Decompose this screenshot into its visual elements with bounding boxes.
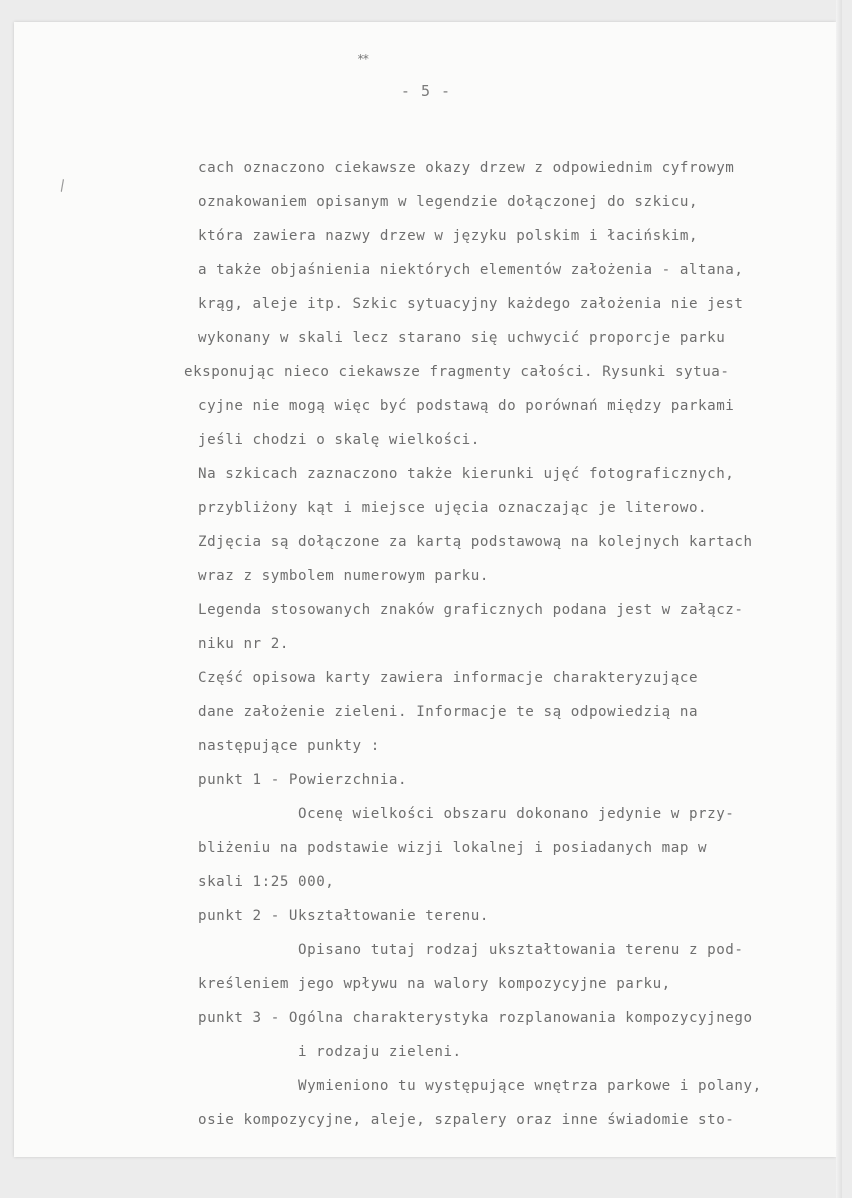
- text-line: cyjne nie mogą więc być podstawą do porównań między parkami: [198, 398, 735, 414]
- margin-mark: \: [54, 177, 71, 195]
- text-line: kreśleniem jego wpływu na walory kompozycyjne parku,: [198, 976, 671, 992]
- text-line: Opisano tutaj rodzaj ukształtowania terenu z pod-: [298, 942, 744, 958]
- page-number: - 5 -: [400, 82, 452, 100]
- section-heading: i rodzaju zieleni.: [298, 1044, 462, 1060]
- text-line: niku nr 2.: [198, 636, 289, 652]
- text-line: skali 1:25 000,: [198, 874, 335, 890]
- text-line: jeśli chodzi o skalę wielkości.: [198, 432, 480, 448]
- text-line: Ocenę wielkości obszaru dokonano jedynie w przy-: [298, 806, 735, 822]
- text-line: następujące punkty :: [198, 738, 380, 754]
- text-line: osie kompozycyjne, aleje, szpalery oraz inne świadomie sto-: [198, 1112, 735, 1128]
- text-line: dane założenie zieleni. Informacje te są odpowiedzią na: [198, 704, 699, 720]
- text-line: cach oznaczono ciekawsze okazy drzew z odpowiednim cyfrowym: [198, 160, 735, 176]
- top-mark: **: [357, 52, 368, 66]
- text-line: bliżeniu na podstawie wizji lokalnej i posiadanych map w: [198, 840, 708, 856]
- text-line: a także objaśnienia niektórych elementów założenia - altana,: [198, 262, 744, 278]
- text-line: Zdjęcia są dołączone za kartą podstawową na kolejnych kartach: [198, 534, 753, 550]
- text-line: Wymieniono tu występujące wnętrza parkowe i polany,: [298, 1078, 762, 1094]
- text-line: Legenda stosowanych znaków graficznych podana jest w załącz-: [198, 602, 744, 618]
- section-heading: punkt 1 - Powierzchnia.: [198, 772, 408, 788]
- text-line: Część opisowa karty zawiera informacje charakteryzujące: [198, 670, 699, 686]
- body-text: [184, 151, 838, 1137]
- text-line: krąg, aleje itp. Szkic sytuacyjny każdego założenia nie jest: [198, 296, 744, 312]
- text-line: eksponując nieco ciekawsze fragmenty całości. Rysunki sytua-: [184, 364, 730, 380]
- section-heading: punkt 2 - Ukształtowanie terenu.: [198, 908, 489, 924]
- text-line: oznakowaniem opisanym w legendzie dołączonej do szkicu,: [198, 194, 699, 210]
- text-line: przybliżony kąt i miejsce ujęcia oznaczając je literowo.: [198, 500, 708, 516]
- text-line: Na szkicach zaznaczono także kierunki ujęć fotograficznych,: [198, 466, 735, 482]
- text-line: która zawiera nazwy drzew w języku polskim i łacińskim,: [198, 228, 699, 244]
- section-heading: punkt 3 - Ogólna charakterystyka rozplanowania kompozycyjnego: [198, 1010, 753, 1026]
- text-line: wykonany w skali lecz starano się uchwycić proporcje parku: [198, 330, 726, 346]
- text-line: wraz z symbolem numerowym parku.: [198, 568, 489, 584]
